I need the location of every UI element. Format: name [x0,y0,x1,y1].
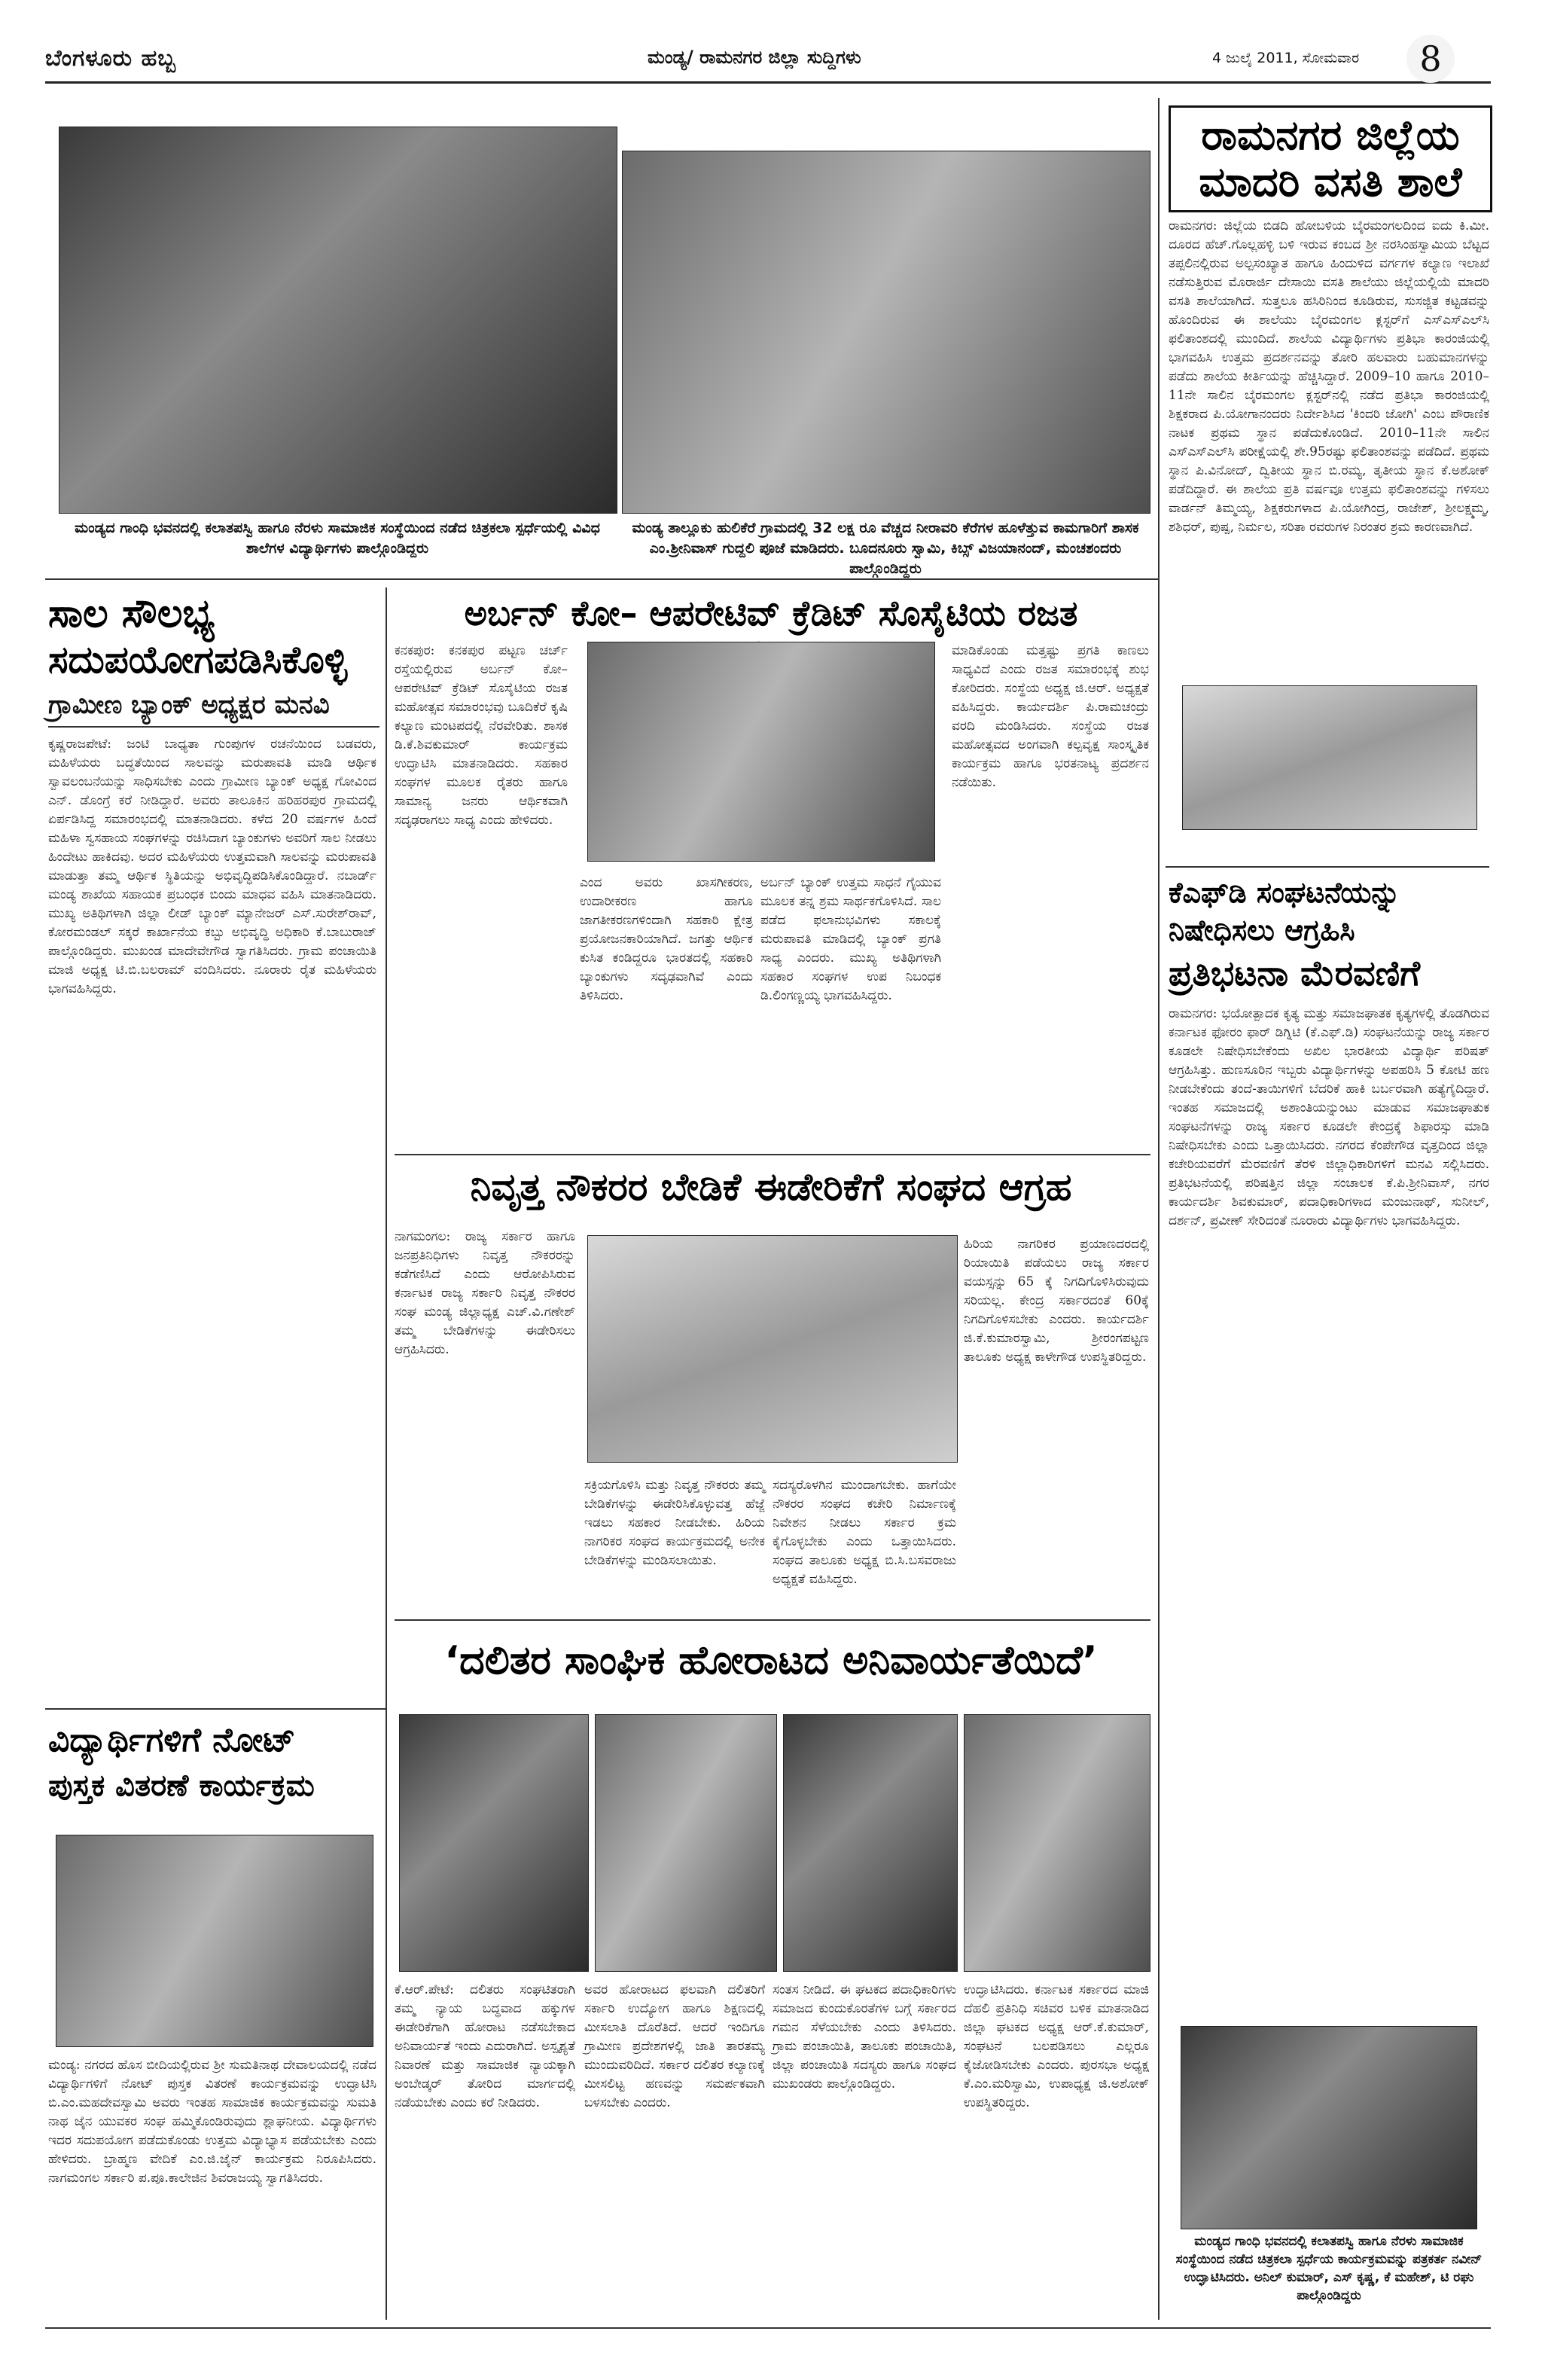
retired-col2: ಸಕ್ರಿಯಗೊಳಿಸಿ ಮತ್ತು ನಿವೃತ್ತ ನೌಕರರು ತಮ್ಮ ಬೇಡಿಕೆಗಳನ್ನು ಈಡೇರಿಸಿಕೊಳ್ಳುವತ್ತ ಹೆಜ್ಜೆ ಇಡಲು ಸಹಕಾರ ನೀಡಬೇಕು. ಹಿರಿಯ ನಾಗರಿಕರ ಸಂಘದ ಕಾರ್ಯಕ್ರಮದಲ್ಲಿ ಅನೇಕ ಬೇಡಿಕೆಗಳನ್ನು ಮಂಡಿಸಲಾಯಿತು. [584,1478,765,1568]
retired-col1: ನಾಗಮಂಗಲ: ರಾಜ್ಯ ಸರ್ಕಾರ ಹಾಗೂ ಜನಪ್ರತಿನಿಧಿಗಳು ನಿವೃತ್ತ ನೌಕರರನ್ನು ಕಡೆಗಣಿಸಿದೆ ಎಂದು ಆರೋಪಿಸಿರುವ ಕರ್ನಾಟಕ ರಾಜ್ಯ ಸರ್ಕಾರಿ ನಿವೃತ್ತ ನೌಕರರ ಸಂಘ ಮಂಡ್ಯ ಜಿಲ್ಲಾಧ್ಯಕ್ಷ ಎಚ್.ವಿ.ಗಣೇಶ್ ತಮ್ಮ ಬೇಡಿಕೆಗಳನ್ನು ಈಡೇರಿಸಲು ಆಗ್ರಹಿಸಿದರು. [395,1229,575,1357]
ramanagara-school-headline: ರಾಮನಗರ ಜಿಲ್ಲೆಯ ಮಾದರಿ ವಸತಿ ಶಾಲೆ [1169,105,1492,212]
dalit-event-photo-4 [964,1714,1150,1972]
dalit-col4: ಉದ್ಘಾಟಿಸಿದರು. ಕರ್ನಾಟಕ ಸರ್ಕಾರದ ಮಾಜಿ ದೆಹಲಿ ಪ್ರತಿನಿಧಿ ಸಚಿವರ ಬಳಿಕ ಮಾತನಾಡಿದ ಜಿಲ್ಲಾ ಘಟಕದ ಅಧ್ಯಕ್ಷ ಆರ್.ಕೆ.ಕುಮಾರ್, ಸಂಘಟನೆ ಬಲಪಡಿಸಲು ಎಲ್ಲರೂ ಕೈಜೋಡಿಸಬೇಕು ಎಂದರು. ಪುರಸಭಾ ಅಧ್ಯಕ್ಷ ಕೆ.ಎಂ.ಮರಿಸ್ವಾಮಿ, ಉಪಾಧ್ಯಕ್ಷ ಜಿ.ಅಶೋಕ್ ಉಪಸ್ಥಿತರಿದ್ದರು. [964,1982,1149,2110]
urban-coop-col4: ಮಾಡಿಕೊಂಡು ಮತ್ತಷ್ಟು ಪ್ರಗತಿ ಕಾಣಲು ಸಾಧ್ಯವಿದೆ ಎಂದು ರಜತ ಸಮಾರಂಭಕ್ಕೆ ಶುಭ ಕೋರಿದರು. ಸಂಸ್ಥೆಯ ಅಧ್ಯಕ್ಷ ಜಿ.ಆರ್. ಅಧ್ಯಕ್ಷತೆ ವಹಿಸಿದ್ದರು. ಕಾರ್ಯದರ್ಶಿ ಪಿ.ರಾಮಚಂದ್ರು ವರದಿ ಮಂಡಿಸಿದರು. ಸಂಸ್ಥೆಯ ರಜತ ಮಹೋತ್ಸವದ ಅಂಗವಾಗಿ ಕಲ್ಪವೃಕ್ಷ ಸಾಂಸ್ಕೃತಿಕ ಕಾರ್ಯಕ್ರಮ ಹಾಗೂ ಭರತನಾಟ್ಯ ಪ್ರದರ್ಶನ ನಡೆಯಿತು. [952,643,1149,790]
dalit-event-photo-2 [595,1714,777,1972]
section-divider [1166,866,1489,868]
dalit-col3: ಸಂತಸ ನೀಡಿದೆ. ಈ ಘಟಕದ ಪದಾಧಿಕಾರಿಗಳು ಸಮಾಜದ ಕುಂದುಕೊರತೆಗಳ ಬಗ್ಗೆ ಸರ್ಕಾರದ ಗಮನ ಸೆಳೆಯಬೇಕು ಎಂದು ತಿಳಿಸಿದರು. ಗ್ರಾಮ ಪಂಚಾಯಿತಿ, ತಾಲೂಕು ಪಂಚಾಯಿತಿ, ಜಿಲ್ಲಾ ಪಂಚಾಯಿತಿ ಸದಸ್ಯರು ಹಾಗೂ ಸಂಘದ ಮುಖಂಡರು ಪಾಲ್ಗೊಂಡಿದ್ದರು. [773,1982,956,2092]
drawing-competition-caption: ಮಂಡ್ಯದ ಗಾಂಧಿ ಭವನದಲ್ಲಿ ಕಲಾತಪಸ್ವಿ ಹಾಗೂ ನೆರಳು ಸಾಮಾಜಿಕ ಸಂಸ್ಥೆಯಿಂದ ನಡೆದ ಚಿತ್ರಕಲಾ ಸ್ಪರ್ಧೆಯಲ್ಲಿ ವಿವಿಧ ಶಾಲೆಗಳ ವಿದ್ಯಾರ್ಥಿಗಳು ಪಾಲ್ಗೊಂಡಿದ್ದರು [75,520,600,557]
retired-col3: ಸದಸ್ಯರೊಳಗಿನ ಮುಂದಾಗಬೇಕು. ಹಾಗೆಯೇ ನೌಕರರ ಸಂಘದ ಕಚೇರಿ ನಿರ್ಮಾಣಕ್ಕೆ ನಿವೇಶನ ನೀಡಲು ಸರ್ಕಾರ ಕ್ರಮ ಕೈಗೊಳ್ಳಬೇಕು ಎಂದು ಒತ್ತಾಯಿಸಿದರು. ಸಂಘದ ತಾಲೂಕು ಅಧ್ಯಕ್ಷ ಬಿ.ಸಿ.ಬಸವರಾಜು ಅಧ್ಯಕ್ಷತೆ ವಹಿಸಿದ್ದರು. [773,1478,956,1587]
school-students-photo [1182,685,1477,830]
ramanagara-school-body: ರಾಮನಗರ: ಜಿಲ್ಲೆಯ ಬಿಡದಿ ಹೋಬಳಿಯ ಬೈರಮಂಗಲದಿಂದ ಐದು ಕಿ.ಮೀ. ದೂರದ ಹೆಚ್.ಗೊಲ್ಲಹಳ್ಳಿ ಬಳಿ ಇರುವ ಕಂಬದ ಶ್ರೀ ನರಸಿಂಹಸ್ವಾಮಿಯ ಬೆಟ್ಟದ ತಪ್ಪಲಿನಲ್ಲಿರುವ ಅಲ್ಪಸಂಖ್ಯಾತ ಹಾಗೂ ಹಿಂದುಳಿದ ವರ್ಗಗಳ ಕಲ್ಯಾಣ ಇಲಾಖೆ ನಡೆಸುತ್ತಿರುವ ಮೊರಾರ್ಜಿ ದೇಸಾಯಿ ವಸತಿ ಶಾಲೆಯು ಜಿಲ್ಲೆಯಲ್ಲಿಯೆ ಮಾದರಿ ವಸತಿ ಶಾಲೆಯಾಗಿದೆ. ಸುತ್ತಲೂ ಹಸಿರಿನಿಂದ ಕೂಡಿರುವ, ಸುಸಜ್ಜಿತ ಕಟ್ಟಡವನ್ನು ಹೊಂದಿರುವ ಈ ಶಾಲೆಯು ಬೈರಮಂಗಲ ಕ್ಲಸ್ಟರ್‌ಗೆ ಎಸ್‌ಎಸ್‌ಎಲ್‌ಸಿ ಫಲಿತಾಂಶದಲ್ಲಿ ಮುಂದಿದೆ. ಶಾಲೆಯ ವಿದ್ಯಾರ್ಥಿಗಳು ಪ್ರತಿಭಾ ಕಾರಂಜಿಯಲ್ಲಿ ಭಾಗವಹಿಸಿ ಉತ್ತಮ ಪ್ರದರ್ಶನವನ್ನು ತೋರಿ ಹಲವಾರು ಬಹುಮಾನಗಳನ್ನು ಪಡೆದು ಶಾಲೆಯ ಕೀರ್ತಿಯನ್ನು ಹೆಚ್ಚಿಸಿದ್ದಾರೆ. 2009–10 ಹಾಗೂ 2010–11ನೇ ಸಾಲಿನ ಬೈರಮಂಗಲ ಕ್ಲಸ್ಟರ್‌ನಲ್ಲಿ ನಡೆದ ಪ್ರತಿಭಾ ಕಾರಂಜಿಯಲ್ಲಿ ಶಿಕ್ಷಕರಾದ ಪಿ.ಯೋಗಾನಂದರು ನಿರ್ದೇಶಿಸಿದ 'ಕಿಂದರಿ ಜೋಗಿ' ಎಂಬ ಪೌರಾಣಿಕ ನಾಟಕ ಪ್ರಥಮ ಸ್ಥಾನ ಪಡೆದುಕೊಂಡಿದೆ. 2010–11ನೇ ಸಾಲಿನ ಎಸ್‌ಎಸ್‌ಎಲ್‌ಸಿ ಪರೀಕ್ಷೆಯಲ್ಲಿ ಶೇ.95ರಷ್ಟು ಫಲಿತಾಂಶವನ್ನು ಪಡೆದಿದೆ. ಪ್ರಥಮ ಸ್ಥಾನ ಪಿ.ವಿನೋದ್, ದ್ವಿತೀಯ ಸ್ಥಾನ ಬಿ.ರಮ್ಯ, ತೃತೀಯ ಸ್ಥಾನ ಕೆ.ಅಶೋಕ್ ಪಡೆದಿದ್ದಾರೆ. ಈ ಶಾಲೆಯ ಪ್ರತಿ ವರ್ಷವೂ ಉತ್ತಮ ಫಲಿತಾಂಶವನ್ನು ಗಳಿಸಲು ವಾರ್ಡನ್ ತಿಮ್ಮಯ್ಯ, ಶಿಕ್ಷಕರುಗಳಾದ ಪಿ.ಯೋಗಿಂದ್ರ, ರಾಜೇಶ್, ಶ್ರೀಲಕ್ಷ್ಮಮ್ಮ, ಶಶಿಧರ್, ಪುಷ್ಪ, ನಿರ್ಮಲ, ಸರಿತಾ ರವರುಗಳ ನಿರಂತರ ಶ್ರಮ ಕಾರಣವಾಗಿದೆ. [1169,218,1489,535]
section-title: ಮಂಡ್ಯ/ ರಾಮನಗರ ಜಿಲ್ಲಾ ಸುದ್ದಿಗಳು [648,47,861,68]
urban-coop-col2: ಎಂದ ಅವರು ಖಾಸಗೀಕರಣ, ಉದಾರೀಕರಣ ಹಾಗೂ ಜಾಗತೀಕರಣಗಳಿಂದಾಗಿ ಸಹಕಾರಿ ಕ್ಷೇತ್ರ ಪ್ರಯೋಜನಕಾರಿಯಾಗಿದೆ. ಜಗತ್ತು ಆರ್ಥಿಕ ಕುಸಿತ ಕಂಡಿದ್ದರೂ ಭಾರತದಲ್ಲಿ ಸಹಕಾರಿ ಬ್ಯಾಂಕುಗಳು ಸದೃಢವಾಗಿವೆ ಎಂದು ತಿಳಿಸಿದರು. [580,875,753,1003]
section-divider [45,1708,386,1710]
art-competition-caption: ಮಂಡ್ಯದ ಗಾಂಧಿ ಭವನದಲ್ಲಿ ಕಲಾತಪಸ್ವಿ ಹಾಗೂ ನೆರಳು ಸಾಮಾಜಿಕ ಸಂಸ್ಥೆಯಿಂದ ನಡೆದ ಚಿತ್ರಕಲಾ ಸ್ಪರ್ಧೆಯ ಕಾರ್ಯಕ್ರಮವನ್ನು ಪತ್ರಕರ್ತ ನವೀನ್ ಉದ್ಘಾಟಿಸಿದರು. ಅನಿಲ್ ಕುಮಾರ್, ಎಸ್ ಕೃಷ್ಣ, ಕೆ ಮಹೇಶ್, ಟಿ ರಘು ಪಾಲ್ಗೊಂಡಿದ್ದರು [1175,2234,1483,2303]
newspaper-logo: ಬೆಂಗಳೂರು ಹಬ್ಬ [45,45,177,72]
dalit-event-photo-1 [399,1714,589,1972]
dalit-struggle-headline: ‘ದಲಿತರ ಸಾಂಘಿಕ ಹೋರಾಟದ ಅನಿವಾರ್ಯತೆಯಿದೆ’ [444,1638,1098,1683]
page-bottom-rule [45,2327,1491,2329]
kfd-headline-line3: ಪ್ರತಿಭಟನಾ ಮೆರವಣಿಗೆ [1169,953,1420,993]
notebook-headline-line1: ವಿದ್ಯಾರ್ಥಿಗಳಿಗೆ ನೋಟ್ [48,1721,296,1759]
section-divider [395,1154,1150,1155]
section-divider [395,1619,1150,1621]
column-divider [1158,98,1160,2320]
notebook-body: ಮಂಡ್ಯ: ನಗರದ ಹೊಸ ಬೀದಿಯಲ್ಲಿರುವ ಶ್ರೀ ಸುಮತಿನಾಥ ದೇವಾಲಯದಲ್ಲಿ ನಡೆದ ವಿದ್ಯಾರ್ಥಿಗಳಿಗೆ ನೋಟ್ ಪುಸ್ತಕ ವಿತರಣೆ ಕಾರ್ಯಕ್ರಮವನ್ನು ಉದ್ಘಾಟಿಸಿ ಬಿ.ಎಂ.ಮಹದೇವಸ್ವಾಮಿ ಅವರು ಇಂತಹ ಸಾಮಾಜಿಕ ಕಾರ್ಯಕ್ರಮವನ್ನು ಸುಮತಿ ನಾಥ ಜೈನ ಯುವಕರ ಸಂಘ ಹಮ್ಮಿಕೊಂಡಿರುವುದು ಶ್ಲಾಘನೀಯ. ವಿದ್ಯಾರ್ಥಿಗಳು ಇದರ ಸದುಪಯೋಗ ಪಡೆದುಕೊಂಡು ಉತ್ತಮ ವಿದ್ಯಾಭ್ಯಾಸ ಪಡೆಯಬೇಕು ಎಂದು ಹೇಳಿದರು. ಬ್ರಾಹ್ಮಣ ವೇದಿಕೆ ಎಂ.ಜಿ.ಜೈನ್ ಕಾರ್ಯಕ್ರಮ ನಿರೂಪಿಸಿದರು. ನಾಗಮಂಗಲ ಸರ್ಕಾರಿ ಪ.ಪೂ.ಕಾಲೇಜಿನ ಶಿವರಾಜಯ್ಯ ಸ್ವಾಗತಿಸಿದರು. [48,2058,376,2186]
column-divider [386,587,387,2320]
urban-coop-photo [587,642,935,862]
retired-meeting-photo [587,1235,958,1463]
retired-employees-headline: ನಿವೃತ್ತ ನೌಕರರ ಬೇಡಿಕೆ ಈಡೇರಿಕೆಗೆ ಸಂಘದ ಆಗ್ರಹ [470,1165,1072,1209]
notebook-headline-line2: ಪುಸ್ತಕ ವಿತರಣೆ ಕಾರ್ಯಕ್ರಮ [48,1768,315,1803]
drawing-competition-photo [59,127,617,514]
loan-body: ಕೃಷ್ಣರಾಜಪೇಟೆ: ಜಂಟಿ ಬಾಧ್ಯತಾ ಗುಂಪುಗಳ ರಚನೆಯಿಂದ ಬಡವರು, ಮಹಿಳೆಯರು ಬದ್ಧತೆಯಿಂದ ಸಾಲವನ್ನು ಮರುಪಾವತಿ ಮಾಡಿ ಆರ್ಥಿಕ ಸ್ವಾವಲಂಬನೆಯನ್ನು ಸಾಧಿಸಬೇಕು ಎಂದು ಗ್ರಾಮೀಣ ಬ್ಯಾಂಕ್ ಅಧ್ಯಕ್ಷ ಗೋವಿಂದ ಎನ್. ಡೊಂಗ್ರೆ ಕರೆ ನೀಡಿದ್ದಾರೆ. ಅವರು ತಾಲೂಕಿನ ಹರಿಹರಪುರ ಗ್ರಾಮದಲ್ಲಿ ಏರ್ಪಡಿಸಿದ್ದ ಸಮಾರಂಭದಲ್ಲಿ ಮಾತನಾಡಿದರು. ಕಳೆದ 20 ವರ್ಷಗಳ ಹಿಂದೆ ಮಹಿಳಾ ಸ್ವಸಹಾಯ ಸಂಘಗಳನ್ನು ರಚಿಸಿದಾಗ ಬ್ಯಾಂಕುಗಳು ಅವರಿಗೆ ಸಾಲ ನೀಡಲು ಹಿಂದೇಟು ಹಾಕಿದವು. ಅದರ ಮಹಿಳೆಯರು ಉತ್ತಮವಾಗಿ ಸಾಲವನ್ನು ಮರುಪಾವತಿ ಮಾಡುತ್ತಾ ತಮ್ಮ ಆರ್ಥಿಕ ಸ್ಥಿತಿಯನ್ನು ಅಭಿವೃದ್ಧಿಪಡಿಸಿಕೊಂಡಿದ್ದಾರೆ. ನಬಾರ್ಡ್ ಮಂಡ್ಯ ಶಾಖೆಯ ಸಹಾಯಕ ಪ್ರಬಂಧಕ ಬಿಂದು ಮಾಧವ ವಹಿಸಿ ಮಾತನಾಡಿದರು. ಮುಖ್ಯ ಅತಿಥಿಗಳಾಗಿ ಜಿಲ್ಲಾ ಲೀಡ್ ಬ್ಯಾಂಕ್ ಮ್ಯಾನೇಜರ್ ಎಸ್.ಸುರೇಶ್‌ರಾವ್, ಕೋರಮಂಡಲ್ ಸಕ್ಕರೆ ಕಾರ್ಖಾನೆಯ ಕಬ್ಬು ಅಭಿವೃದ್ಧಿ ಅಧಿಕಾರಿ ಕೆ.ಬಾಬುರಾಜ್ ಪಾಲ್ಗೊಂಡಿದ್ದರು. ಮುಖಂಡ ಮಾದೇವೇಗೌಡ ಸ್ವಾಗತಿಸಿದರು. ಗ್ರಾಮ ಪಂಚಾಯಿತಿ ಮಾಜಿ ಅಧ್ಯಕ್ಷ ಟಿ.ಬಿ.ಬಲರಾಮ್ ವಂದಿಸಿದರು. ನೂರಾರು ರೈತ ಮಹಿಳೆಯರು ಭಾಗವಹಿಸಿದ್ದರು. [48,737,376,996]
kfd-body: ರಾಮನಗರ: ಭಯೋತ್ಪಾದಕ ಕೃತ್ಯ ಮತ್ತು ಸಮಾಜಘಾತಕ ಕೃತ್ಯಗಳಲ್ಲಿ ತೊಡಗಿರುವ ಕರ್ನಾಟಕ ಫೋರಂ ಫಾರ್ ಡಿಗ್ನಿಟಿ (ಕೆ.ಎಫ್.ಡಿ) ಸಂಘಟನೆಯನ್ನು ರಾಜ್ಯ ಸರ್ಕಾರ ಕೂಡಲೇ ನಿಷೇಧಿಸಬೇಕೆಂದು ಅಖಿಲ ಭಾರತೀಯ ವಿದ್ಯಾರ್ಥಿ ಪರಿಷತ್ ಆಗ್ರಹಿಸಿತ್ತು. ಹುಣಸೂರಿನ ಇಬ್ಬರು ವಿದ್ಯಾರ್ಥಿಗಳನ್ನು ಅಪಹರಿಸಿ 5 ಕೋಟಿ ಹಣ ನೀಡಬೇಕೆಂದು ತಂದೆ-ತಾಯಿಗಳಿಗೆ ಬೆದರಿಕೆ ಹಾಕಿ ಬರ್ಬರವಾಗಿ ಹತ್ಯೆಗೈದಿದ್ದಾರೆ. ಇಂತಹ ಸಮಾಜದಲ್ಲಿ ಅಶಾಂತಿಯನ್ನುಂಟು ಮಾಡುವ ಸಮಾಜಘಾತುಕ ಸಂಘಟನೆಗಳನ್ನು ರಾಜ್ಯ ಸರ್ಕಾರ ಕೂಡಲೇ ಕೇಂದ್ರಕ್ಕೆ ಶಿಫಾರಸ್ಸು ಮಾಡಿ ನಿಷೇಧಿಸಬೇಕು ಎಂದು ಒತ್ತಾಯಿಸಿದರು. ನಗರದ ಕೆಂಪೇಗೌಡ ವೃತ್ತದಿಂದ ಜಿಲ್ಲಾ ಕಚೇರಿಯವರೆಗೆ ಮೆರವಣಿಗೆ ತೆರಳಿ ಜಿಲ್ಲಾಧಿಕಾರಿಗಳಿಗೆ ಮನವಿ ಸಲ್ಲಿಸಿದರು. ಪ್ರತಿಭಟನೆಯಲ್ಲಿ ಪರಿಷತ್ತಿನ ಜಿಲ್ಲಾ ಸಂಚಾಲಕ ಕೆ.ಪಿ.ಶ್ರೀನಿವಾಸ್, ನಗರ ಕಾರ್ಯದರ್ಶಿ ಶಿವಕುಮಾರ್, ಪದಾಧಿಕಾರಿಗಳಾದ ಮಂಜುನಾಥ್, ಸುನೀಲ್, ದರ್ಶನ್, ಪ್ರವೀಣ್ ಸೇರಿದಂತೆ ನೂರಾರು ವಿದ್ಯಾರ್ಥಿಗಳು ಭಾಗವಹಿಸಿದ್ದರು. [1169,1006,1489,1228]
loan-subhead: ಗ್ರಾಮೀಣ ಬ್ಯಾಂಕ್ ಅಧ್ಯಕ್ಷರ ಮನವಿ [48,690,379,728]
top-section-divider [45,578,1158,580]
urban-coop-headline: ಅರ್ಬನ್ ಕೋ– ಆಪರೇಟಿವ್ ಕ್ರೆಡಿಟ್ ಸೊಸೈಟಿಯ ರಜತ [464,593,1078,633]
kfd-headline-line1: ಕೆಎಫ್‌ಡಿ ಸಂಘಟನೆಯನ್ನು [1169,876,1400,909]
loan-headline-line1: ಸಾಲ ಸೌಲಭ್ಯ [48,591,215,636]
dalit-event-photo-3 [783,1714,958,1972]
tank-work-caption: ಮಂಡ್ಯ ತಾಲ್ಲೂಕು ಹುಲಿಕೆರೆ ಗ್ರಾಮದಲ್ಲಿ 32 ಲಕ್ಷ ರೂ ವೆಚ್ಚದ ನೀರಾವರಿ ಕೆರೆಗಳ ಹೂಳೆತ್ತುವ ಕಾಮಗಾರಿಗೆ ಶಾಸಕ ಎಂ.ಶ್ರೀನಿವಾಸ್ ಗುದ್ದಲಿ ಪೂಜೆ ಮಾಡಿದರು. ಬೂದನೂರು ಸ್ವಾಮಿ, ಕಿಬ್ಸ್ ವಿಜಯಾನಂದ್, ಮಂಚಶಂದರು ಪಾಲ್ಗೊಂಡಿದ್ದರು [632,520,1139,577]
issue-date: 4 ಜುಲೈ 2011, ಸೋಮವಾರ [1212,50,1360,66]
kfd-headline-line2: ನಿಷೇಧಿಸಲು ಆಗ್ರಹಿಸಿ [1169,914,1355,947]
loan-headline-line2: ಸದುಪಯೋಗಪಡಿಸಿಕೊಳ್ಳಿ [48,638,348,682]
page-number: 8 [1406,35,1455,83]
art-competition-photo [1181,2026,1477,2229]
dalit-col2: ಅವರ ಹೋರಾಟದ ಫಲವಾಗಿ ದಲಿತರಿಗೆ ಸರ್ಕಾರಿ ಉದ್ಯೋಗ ಹಾಗೂ ಶಿಕ್ಷಣದಲ್ಲಿ ಮೀಸಲಾತಿ ದೊರೆತಿದೆ. ಆದರೆ ಇಂದಿಗೂ ಗ್ರಾಮೀಣ ಪ್ರದೇಶಗಳಲ್ಲಿ ಜಾತಿ ತಾರತಮ್ಯ ಮುಂದುವರಿದಿದೆ. ಸರ್ಕಾರ ದಲಿತರ ಕಲ್ಯಾಣಕ್ಕೆ ಮೀಸಲಿಟ್ಟ ಹಣವನ್ನು ಸಮರ್ಪಕವಾಗಿ ಬಳಸಬೇಕು ಎಂದರು. [584,1982,765,2110]
dalit-col1: ಕೆ.ಆರ್.ಪೇಟೆ: ದಲಿತರು ಸಂಘಟಿತರಾಗಿ ತಮ್ಮ ನ್ಯಾಯ ಬದ್ಧವಾದ ಹಕ್ಕುಗಳ ಈಡೇರಿಕೆಗಾಗಿ ಹೋರಾಟ ನಡೆಸಬೇಕಾದ ಅನಿವಾರ್ಯತೆ ಇಂದು ಎದುರಾಗಿದೆ. ಅಸ್ಪೃಶ್ಯತೆ ನಿವಾರಣೆ ಮತ್ತು ಸಾಮಾಜಿಕ ನ್ಯಾಯಕ್ಕಾಗಿ ಅಂಬೇಡ್ಕರ್ ತೋರಿದ ಮಾರ್ಗದಲ್ಲಿ ನಡೆಯಬೇಕು ಎಂದು ಕರೆ ನೀಡಿದರು. [395,1982,575,2110]
urban-coop-col1: ಕನಕಪುರ: ಕನಕಪುರ ಪಟ್ಟಣ ಚರ್ಚ್ ರಸ್ತೆಯಲ್ಲಿರುವ ಅರ್ಬನ್ ಕೋ– ಆಪರೇಟಿವ್ ಕ್ರೆಡಿಟ್ ಸೊಸೈಟಿಯ ರಜತ ಮಹೋತ್ಸವ ಸಮಾರಂಭವು ಬೂದಿಕೆರೆ ಕೃಷಿ ಕಲ್ಯಾಣ ಮಂಟಪದಲ್ಲಿ ನೆರವೇರಿತು. ಶಾಸಕ ಡಿ.ಕೆ.ಶಿವಕುಮಾರ್ ಕಾರ್ಯಕ್ರಮ ಉದ್ಘಾಟಿಸಿ ಮಾತನಾಡಿದರು. ಸಹಕಾರ ಸಂಘಗಳ ಮೂಲಕ ರೈತರು ಹಾಗೂ ಸಾಮಾನ್ಯ ಜನರು ಆರ್ಥಿಕವಾಗಿ ಸದೃಢರಾಗಲು ಸಾಧ್ಯ ಎಂದು ಹೇಳಿದರು. [395,643,568,828]
notebook-distribution-photo [56,1835,373,2047]
tank-work-photo [622,151,1150,514]
retired-col4: ಹಿರಿಯ ನಾಗರಿಕರ ಪ್ರಯಾಣದರದಲ್ಲಿ ರಿಯಾಯಿತಿ ಪಡೆಯಲು ರಾಜ್ಯ ಸರ್ಕಾರ ವಯಸ್ಸನ್ನು 65 ಕ್ಕೆ ನಿಗದಿಗೊಳಿಸಿರುವುದು ಸರಿಯಲ್ಲ. ಕೇಂದ್ರ ಸರ್ಕಾರದಂತೆ 60ಕ್ಕೆ ನಿಗದಿಗೊಳಿಸಬೇಕು ಎಂದರು. ಕಾರ್ಯದರ್ಶಿ ಜಿ.ಕೆ.ಕುಮಾರಸ್ವಾಮಿ, ಶ್ರೀರಂಗಪಟ್ಟಣ ತಾಲೂಕು ಅಧ್ಯಕ್ಷ ಕಾಳೇಗೌಡ ಉಪಸ್ಥಿತರಿದ್ದರು. [964,1237,1149,1365]
urban-coop-col3: ಅರ್ಬನ್ ಬ್ಯಾಂಕ್ ಉತ್ತಮ ಸಾಧನೆ ಗೈಯುವ ಮೂಲಕ ತನ್ನ ಶ್ರಮ ಸಾರ್ಥಕಗೊಳಿಸಿದೆ. ಸಾಲ ಪಡೆದ ಫಲಾನುಭವಿಗಳು ಸಕಾಲಕ್ಕೆ ಮರುಪಾವತಿ ಮಾಡಿದಲ್ಲಿ ಬ್ಯಾಂಕ್ ಪ್ರಗತಿ ಸಾಧ್ಯ ಎಂದರು. ಮುಖ್ಯ ಅತಿಥಿಗಳಾಗಿ ಸಹಕಾರ ಸಂಘಗಳ ಉಪ ನಿಬಂಧಕ ಡಿ.ಲಿಂಗಣ್ಣಯ್ಯ ಭಾಗವಹಿಸಿದ್ದರು. [760,875,941,1003]
